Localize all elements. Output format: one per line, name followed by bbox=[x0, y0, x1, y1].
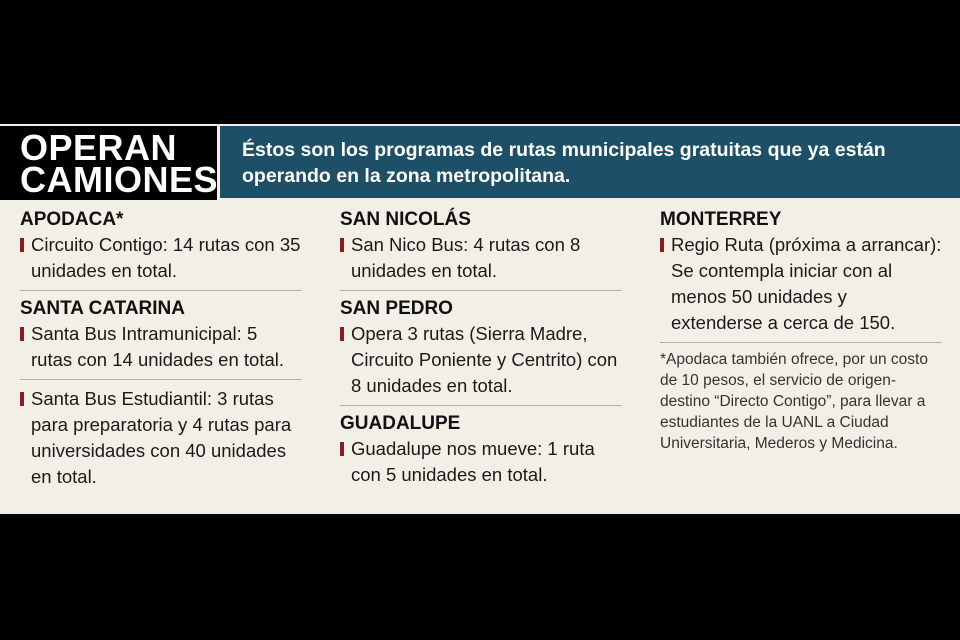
bullet-icon bbox=[340, 238, 344, 252]
divider bbox=[340, 290, 622, 291]
bullet-icon bbox=[20, 238, 24, 252]
entry-santa-bus-estudiantil bbox=[20, 386, 302, 490]
divider bbox=[20, 290, 302, 291]
region-san-pedro: SAN PEDRO bbox=[340, 298, 453, 319]
column-3 bbox=[660, 208, 942, 454]
entry-san-nico-bus bbox=[340, 232, 622, 284]
entry-opera-3-rutas bbox=[340, 321, 622, 399]
bullet-icon bbox=[340, 327, 344, 341]
entry-text: Circuito Contigo: 14 rutas con 35 unidades en total. bbox=[31, 234, 301, 281]
region-santa-catarina: SANTA CATARINA bbox=[20, 298, 185, 319]
infographic-card bbox=[0, 124, 960, 514]
region-monterrey: MONTERREY bbox=[660, 209, 782, 230]
column-2 bbox=[340, 208, 622, 488]
entry-text: Opera 3 rutas (Sierra Madre, Circuito Poniente y Centrito) con 8 unidades en total. bbox=[351, 323, 618, 396]
column-1 bbox=[20, 208, 302, 490]
title-line-1: OPERAN bbox=[20, 127, 178, 168]
entry-text: Guadalupe nos mueve: 1 ruta con 5 unidades en total. bbox=[351, 438, 595, 485]
header bbox=[0, 124, 960, 198]
divider bbox=[340, 405, 622, 406]
entry-guadalupe-nos-mueve bbox=[340, 436, 622, 488]
subtitle: Éstos son los programas de rutas municipales gratuitas que ya están operando en la zona metropolitana. bbox=[242, 139, 886, 187]
entry-regio-ruta bbox=[660, 232, 942, 336]
subtitle-box bbox=[220, 126, 960, 198]
divider bbox=[20, 379, 302, 380]
region-apodaca: APODACA* bbox=[20, 209, 124, 230]
entry-text: Regio Ruta (próxima a arrancar): Se contempla iniciar con al menos 50 unidades y extenderse a cerca de 150. bbox=[671, 234, 942, 333]
entry-santa-bus-intramunicipal bbox=[20, 321, 302, 373]
footnote: *Apodaca también ofrece, por un costo de 10 pesos, el servicio de origen-destino “Directo Contigo”, para llevar a estudiantes de la UANL a Ciudad Universitaria, Mederos y Medicina. bbox=[660, 351, 928, 452]
title-line-2: CAMIONES bbox=[20, 159, 219, 200]
entry-text: San Nico Bus: 4 rutas con 8 unidades en total. bbox=[351, 234, 581, 281]
bullet-icon bbox=[340, 442, 344, 456]
entry-text: Santa Bus Estudiantil: 3 rutas para preparatoria y 4 rutas para universidades con 40 unidades en total. bbox=[31, 388, 292, 487]
bullet-icon bbox=[20, 327, 24, 341]
bullet-icon bbox=[660, 238, 664, 252]
title-box bbox=[0, 126, 220, 200]
entry-circuito-contigo bbox=[20, 232, 302, 284]
region-san-nicolas: SAN NICOLÁS bbox=[340, 209, 471, 230]
region-guadalupe: GUADALUPE bbox=[340, 413, 461, 434]
bullet-icon bbox=[20, 392, 24, 406]
entry-text: Santa Bus Intramunicipal: 5 rutas con 14 unidades en total. bbox=[31, 323, 285, 370]
divider bbox=[660, 342, 942, 343]
